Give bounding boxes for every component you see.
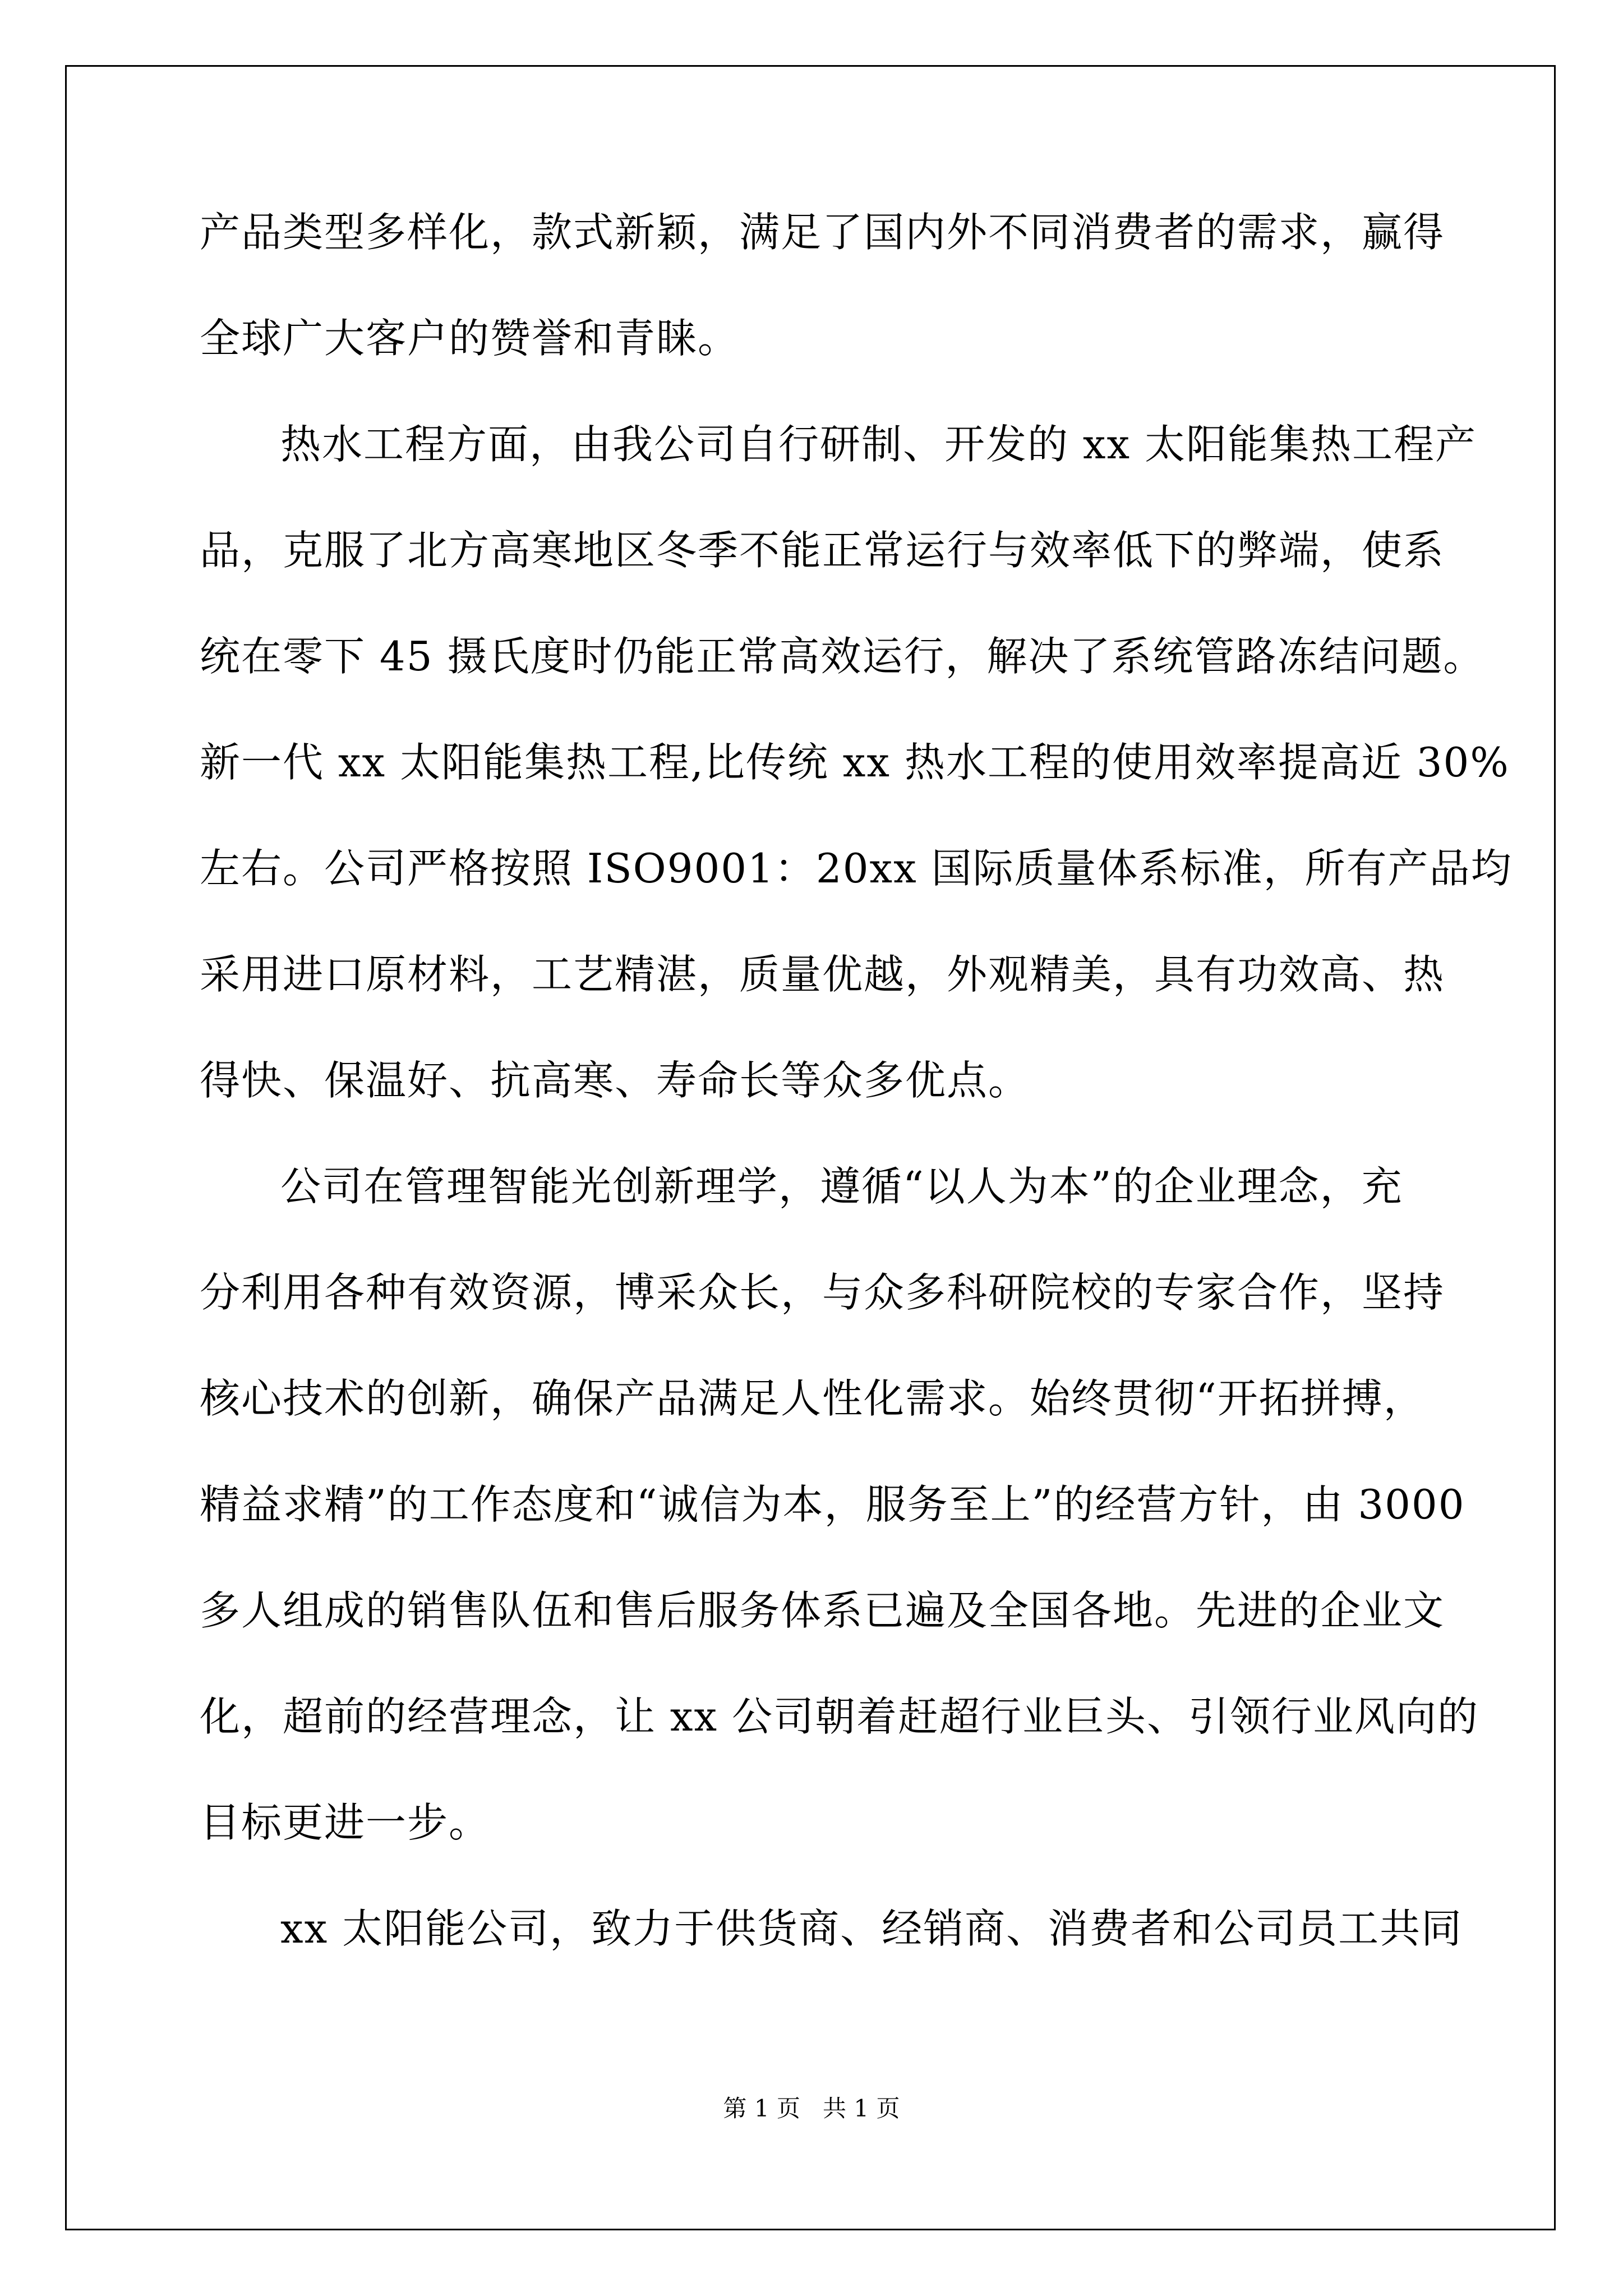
text-line: 化，超前的经营理念，让 xx 公司朝着赶超行业巨头、引领行业风向的 <box>200 1693 1479 1740</box>
text-line: 产品类型多样化，款式新颖，满足了国内外不同消费者的需求，赢得 <box>200 209 1445 256</box>
text-line: 目标更进一步。 <box>200 1799 491 1846</box>
text-line: 精益求精”的工作态度和“诚信为本，服务至上”的经营方针，由 3000 <box>200 1481 1465 1528</box>
text-line: 新一代 xx 太阳能集热工程,比传统 xx 热水工程的使用效率提高近 30% <box>200 739 1510 786</box>
text-line: 品，克服了北方高寒地区冬季不能正常运行与效率低下的弊端，使系 <box>200 527 1445 574</box>
text-line: 核心技术的创新，确保产品满足人性化需求。始终贯彻“开拓拼搏， <box>200 1375 1425 1422</box>
paragraph-start-line: 公司在管理智能光创新理学，遵循“以人为本”的企业理念，充 <box>280 1163 1403 1210</box>
text-line: 分利用各种有效资源，博采众长，与众多科研院校的专家合作，坚持 <box>200 1269 1445 1316</box>
text-line: 统在零下 45 摄氏度时仍能正常高效运行，解决了系统管路冻结问题。 <box>200 633 1485 680</box>
text-line: 得快、保温好、抗高寒、寿命长等众多优点。 <box>200 1057 1030 1104</box>
text-line: 采用进口原材料，工艺精湛，质量优越，外观精美，具有功效高、热 <box>200 951 1445 998</box>
paragraph-start-line: xx 太阳能公司，致力于供货商、经销商、消费者和公司员工共同 <box>280 1905 1463 1952</box>
text-line: 全球广大客户的赞誉和青睐。 <box>200 315 740 362</box>
document-body <box>200 209 1513 2014</box>
paragraph-start-line: 热水工程方面，由我公司自行研制、开发的 xx 太阳能集热工程产 <box>280 421 1477 468</box>
text-line: 多人组成的销售队伍和售后服务体系已遍及全国各地。先进的企业文 <box>200 1587 1445 1634</box>
text-line: 左右。公司严格按照 ISO9001：20xx 国际质量体系标准，所有产品均 <box>200 845 1513 892</box>
page-number-footer: 第 1 页 共 1 页 <box>723 2095 900 2122</box>
